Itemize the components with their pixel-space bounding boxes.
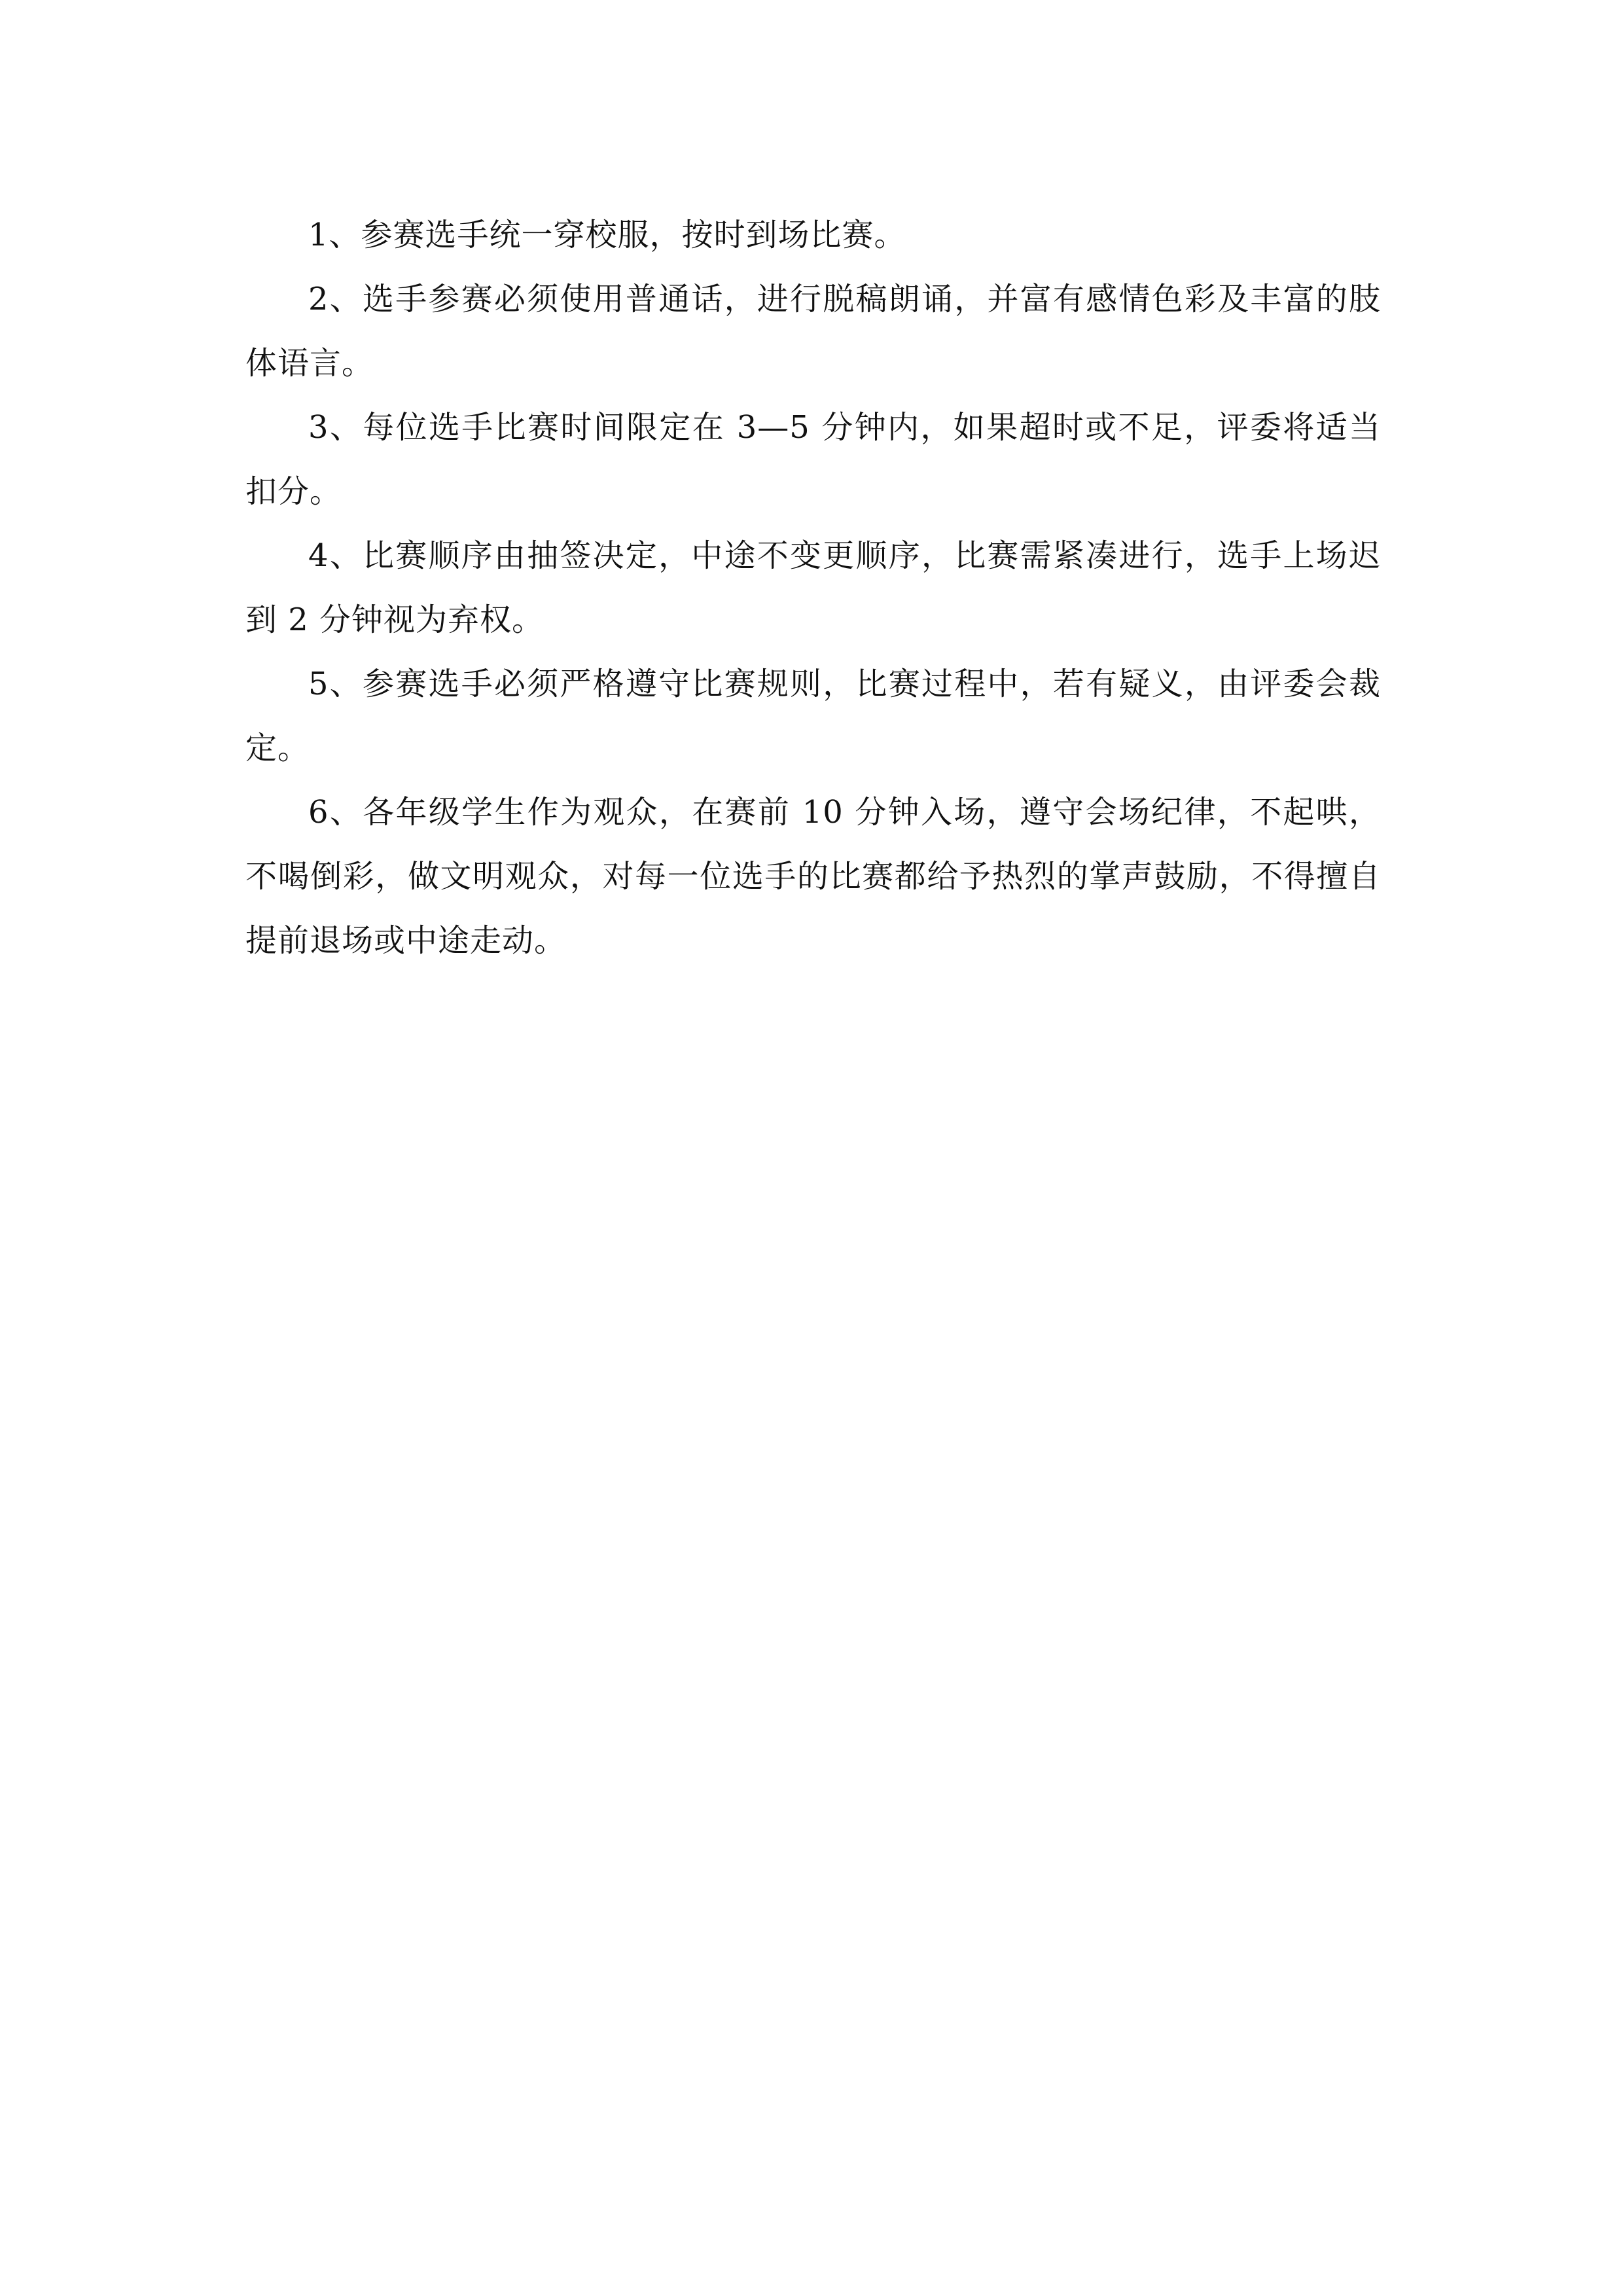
rule-item: 5、参赛选手必须严格遵守比赛规则，比赛过程中，若有疑义，由评委会裁定。 (245, 666, 1381, 766)
rule-item: 4、比赛顺序由抽签决定，中途不变更顺序，比赛需紧凑进行，选手上场迟到 2 分钟视为弃权。 (245, 537, 1381, 638)
rule-item: 3、每位选手比赛时间限定在 3—5 分钟内，如果超时或不足，评委将适当扣分。 (245, 409, 1381, 510)
rules-list (245, 203, 1381, 973)
rule-item: 2、选手参赛必须使用普通话，进行脱稿朗诵，并富有感情色彩及丰富的肢体语言。 (245, 281, 1381, 382)
rule-item: 6、各年级学生作为观众，在赛前 10 分钟入场，遵守会场纪律，不起哄，不喝倒彩，做文明观众，对每一位选手的比赛都给予热烈的掌声鼓励，不得擅自提前退场或中途走动。 (245, 794, 1381, 959)
rule-item: 1、参赛选手统一穿校服，按时到场比赛。 (308, 217, 906, 253)
